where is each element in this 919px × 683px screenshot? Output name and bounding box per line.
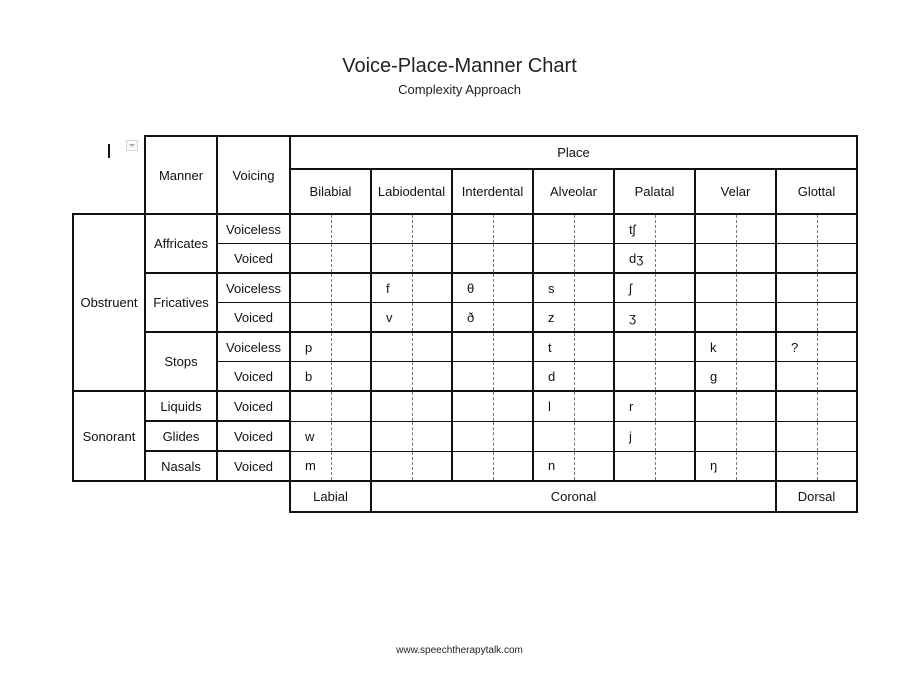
bottom-spacer	[73, 481, 290, 512]
phoneme-cell: v	[371, 303, 412, 333]
empty-cell	[817, 451, 857, 481]
empty-cell	[412, 451, 452, 481]
empty-cell	[331, 214, 371, 244]
group-labial: Labial	[290, 481, 371, 512]
empty-cell	[331, 303, 371, 333]
phoneme-cell	[776, 421, 817, 451]
empty-cell	[817, 244, 857, 274]
phoneme-cell: t	[533, 332, 574, 362]
phoneme-cell	[695, 273, 736, 303]
manner-nasals: Nasals	[145, 451, 217, 481]
phoneme-cell	[695, 391, 736, 421]
phoneme-cell: f	[371, 273, 412, 303]
empty-cell	[331, 273, 371, 303]
phoneme-cell: s	[533, 273, 574, 303]
voicing-header: Voicing	[217, 136, 290, 214]
empty-cell	[655, 273, 695, 303]
empty-cell	[817, 391, 857, 421]
table-row	[73, 273, 857, 303]
phoneme-cell	[290, 244, 331, 274]
phoneme-cell	[695, 244, 736, 274]
phoneme-cell	[452, 362, 493, 392]
phoneme-cell: ð	[452, 303, 493, 333]
phoneme-cell	[452, 421, 493, 451]
place-interdental: Interdental	[452, 169, 533, 214]
phoneme-cell	[290, 303, 331, 333]
voicing-voiced: Voiced	[217, 421, 290, 451]
place-glottal: Glottal	[776, 169, 857, 214]
empty-cell	[412, 273, 452, 303]
phoneme-cell: b	[290, 362, 331, 392]
empty-cell	[412, 303, 452, 333]
table-row	[73, 421, 857, 451]
phoneme-cell	[776, 391, 817, 421]
empty-cell	[574, 303, 614, 333]
group-dorsal: Dorsal	[776, 481, 857, 512]
empty-cell	[655, 362, 695, 392]
empty-cell	[817, 421, 857, 451]
empty-cell	[736, 303, 776, 333]
empty-cell	[655, 391, 695, 421]
empty-cell	[574, 332, 614, 362]
empty-cell	[331, 391, 371, 421]
phoneme-cell	[776, 303, 817, 333]
empty-cell	[493, 214, 533, 244]
empty-cell	[574, 421, 614, 451]
page-subtitle: Complexity Approach	[398, 82, 521, 97]
empty-cell	[736, 362, 776, 392]
phoneme-cell	[290, 214, 331, 244]
place-alveolar: Alveolar	[533, 169, 614, 214]
phoneme-cell: dʒ	[614, 244, 655, 274]
phoneme-cell: θ	[452, 273, 493, 303]
phoneme-cell: tʃ	[614, 214, 655, 244]
voicing-voiced: Voiced	[217, 303, 290, 333]
phoneme-cell	[452, 214, 493, 244]
empty-cell	[412, 214, 452, 244]
empty-cell	[817, 214, 857, 244]
empty-cell	[493, 451, 533, 481]
phoneme-cell: r	[614, 391, 655, 421]
corner-empty	[73, 136, 145, 214]
place-header: Place	[290, 136, 857, 169]
group-obstruent: Obstruent	[73, 214, 145, 391]
table-row	[73, 214, 857, 244]
empty-cell	[736, 332, 776, 362]
phoneme-cell	[533, 214, 574, 244]
phoneme-cell	[371, 391, 412, 421]
empty-cell	[331, 421, 371, 451]
voicing-voiced: Voiced	[217, 451, 290, 481]
phoneme-cell: p	[290, 332, 331, 362]
phoneme-cell	[371, 421, 412, 451]
phoneme-cell	[614, 451, 655, 481]
phoneme-cell: j	[614, 421, 655, 451]
phoneme-cell	[776, 244, 817, 274]
phoneme-cell: d	[533, 362, 574, 392]
phoneme-cell	[695, 303, 736, 333]
empty-cell	[736, 273, 776, 303]
empty-cell	[817, 273, 857, 303]
empty-cell	[493, 303, 533, 333]
empty-cell	[736, 214, 776, 244]
place-velar: Velar	[695, 169, 776, 214]
empty-cell	[574, 273, 614, 303]
empty-cell	[331, 451, 371, 481]
phoneme-cell	[533, 421, 574, 451]
phoneme-cell	[452, 451, 493, 481]
empty-cell	[331, 244, 371, 274]
phoneme-cell	[452, 332, 493, 362]
phoneme-cell	[776, 451, 817, 481]
empty-cell	[493, 244, 533, 274]
phoneme-cell	[371, 451, 412, 481]
empty-cell	[412, 244, 452, 274]
phoneme-cell	[776, 362, 817, 392]
empty-cell	[412, 332, 452, 362]
empty-cell	[736, 421, 776, 451]
empty-cell	[331, 332, 371, 362]
phoneme-cell	[371, 244, 412, 274]
page-title: Voice-Place-Manner Chart	[342, 55, 577, 77]
group-coronal: Coronal	[371, 481, 776, 512]
empty-cell	[655, 451, 695, 481]
empty-cell	[574, 362, 614, 392]
place-palatal: Palatal	[614, 169, 695, 214]
empty-cell	[493, 332, 533, 362]
table-row	[73, 451, 857, 481]
empty-cell	[412, 391, 452, 421]
phoneme-cell	[371, 332, 412, 362]
voicing-voiceless: Voiceless	[217, 214, 290, 244]
empty-cell	[736, 451, 776, 481]
phoneme-cell	[776, 214, 817, 244]
empty-cell	[655, 303, 695, 333]
empty-cell	[574, 214, 614, 244]
phoneme-cell	[371, 362, 412, 392]
table-row	[73, 332, 857, 362]
phoneme-cell: n	[533, 451, 574, 481]
voicing-voiceless: Voiceless	[217, 332, 290, 362]
empty-cell	[574, 451, 614, 481]
empty-cell	[817, 332, 857, 362]
phoneme-cell	[371, 214, 412, 244]
phoneme-cell	[533, 244, 574, 274]
empty-cell	[655, 244, 695, 274]
empty-cell	[331, 362, 371, 392]
voicing-voiced: Voiced	[217, 362, 290, 392]
phoneme-cell: l	[533, 391, 574, 421]
manner-stops: Stops	[145, 332, 217, 391]
phoneme-cell: ŋ	[695, 451, 736, 481]
voice-place-manner-table	[72, 135, 858, 513]
phoneme-cell	[614, 362, 655, 392]
empty-cell	[412, 421, 452, 451]
phoneme-cell: ʒ	[614, 303, 655, 333]
phoneme-cell	[614, 332, 655, 362]
phoneme-cell: ʃ	[614, 273, 655, 303]
manner-glides: Glides	[145, 421, 217, 451]
phoneme-cell	[452, 244, 493, 274]
phoneme-cell	[695, 421, 736, 451]
phoneme-cell	[290, 391, 331, 421]
phoneme-cell: w	[290, 421, 331, 451]
group-sonorant: Sonorant	[73, 391, 145, 481]
empty-cell	[574, 391, 614, 421]
phoneme-cell: z	[533, 303, 574, 333]
phoneme-cell	[695, 214, 736, 244]
place-bilabial: Bilabial	[290, 169, 371, 214]
voicing-voiceless: Voiceless	[217, 273, 290, 303]
phoneme-cell	[776, 273, 817, 303]
empty-cell	[817, 362, 857, 392]
phoneme-cell	[452, 391, 493, 421]
place-labiodental: Labiodental	[371, 169, 452, 214]
empty-cell	[493, 391, 533, 421]
table-row	[73, 391, 857, 421]
empty-cell	[736, 391, 776, 421]
phoneme-cell: m	[290, 451, 331, 481]
phoneme-cell	[290, 273, 331, 303]
empty-cell	[736, 244, 776, 274]
manner-header: Manner	[145, 136, 217, 214]
empty-cell	[493, 362, 533, 392]
manner-fricatives: Fricatives	[145, 273, 217, 332]
empty-cell	[817, 303, 857, 333]
empty-cell	[574, 244, 614, 274]
empty-cell	[655, 214, 695, 244]
empty-cell	[655, 332, 695, 362]
manner-affricates: Affricates	[145, 214, 217, 273]
empty-cell	[412, 362, 452, 392]
phoneme-cell: k	[695, 332, 736, 362]
empty-cell	[493, 421, 533, 451]
empty-cell	[493, 273, 533, 303]
manner-liquids: Liquids	[145, 391, 217, 421]
voicing-voiced: Voiced	[217, 391, 290, 421]
footer-url: www.speechtherapytalk.com	[396, 645, 523, 656]
phoneme-cell: g	[695, 362, 736, 392]
phoneme-cell: ?	[776, 332, 817, 362]
empty-cell	[655, 421, 695, 451]
voicing-voiced: Voiced	[217, 244, 290, 274]
